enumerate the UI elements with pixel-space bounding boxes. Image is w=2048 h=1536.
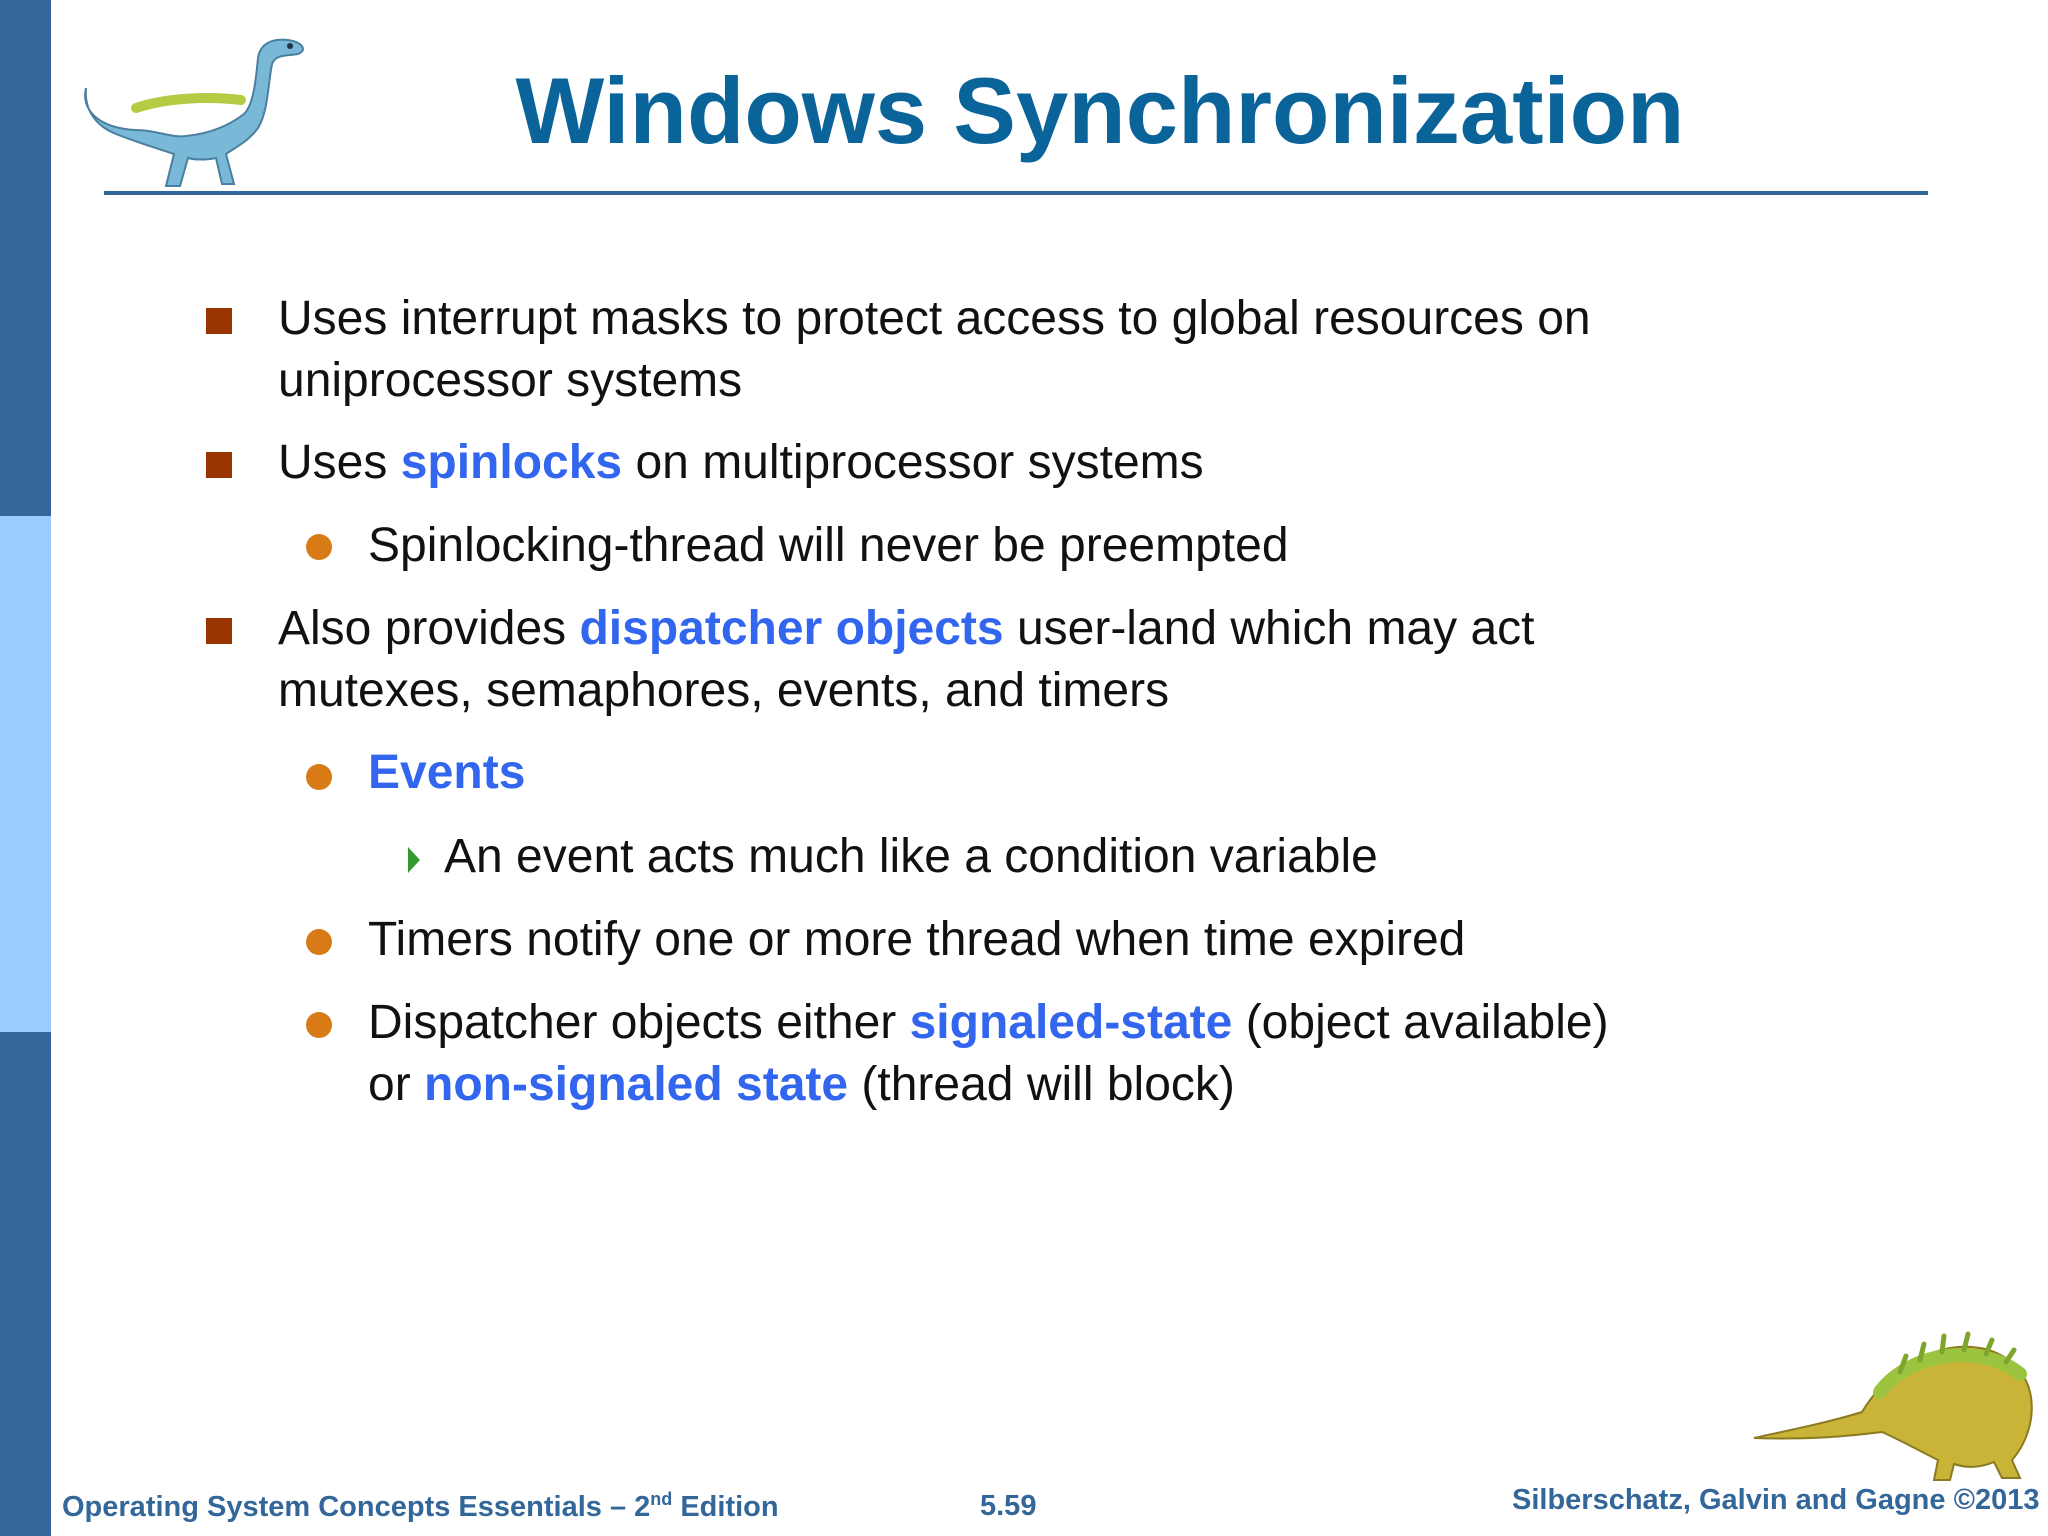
footer-book-text: Operating System Concepts Essentials – 2 [62, 1491, 651, 1523]
side-bar-top [0, 0, 51, 516]
highlight-spinlocks: spinlocks [400, 436, 623, 489]
bullet-text: Also provides [278, 602, 580, 655]
footer-book-title [62, 1491, 779, 1524]
bullet-dispatcher-objects [278, 598, 1535, 722]
title-underline [104, 191, 1928, 195]
circle-bullet-icon [306, 929, 332, 955]
footer-copyright: Silberschatz, Galvin and Gagne ©2013 [1512, 1484, 2040, 1516]
bullet-text: Dispatcher objects either [368, 996, 910, 1049]
bullet-events: Events [368, 746, 526, 799]
bullet-spinlocking-thread: Spinlocking-thread will never be preempted [368, 519, 1289, 572]
bullet-text: (thread will block) [848, 1058, 1235, 1111]
bullet-spinlocks [278, 432, 1204, 494]
footer-edition-text: Edition [672, 1491, 779, 1523]
bullet-text: or [368, 1058, 425, 1111]
triangle-bullet-icon [408, 847, 420, 873]
side-bar-bottom [0, 1032, 51, 1536]
bullet-interrupt-masks [278, 288, 1591, 412]
highlight-signaled-state: signaled-state [909, 996, 1233, 1049]
bullet-text: (object available) [1232, 996, 1609, 1049]
circle-bullet-icon [306, 534, 332, 560]
bullet-timers: Timers notify one or more thread when time expired [368, 913, 1466, 966]
footer-superscript: nd [650, 1489, 673, 1509]
side-bar-middle [0, 516, 51, 1032]
bullet-text-line: Uses interrupt masks to protect access to global resources on [278, 292, 1591, 345]
square-bullet-icon [206, 618, 232, 644]
dinosaur-logo-top [76, 18, 316, 190]
bullet-text: on multiprocessor systems [622, 436, 1204, 489]
bullet-dispatcher-states [368, 992, 1609, 1116]
bullet-text: user-land which may act [1003, 602, 1535, 655]
dinosaur-logo-bottom [1750, 1312, 2040, 1482]
square-bullet-icon [206, 452, 232, 478]
bullet-text: Uses [278, 436, 401, 489]
highlight-non-signaled-state: non-signaled state [424, 1058, 849, 1111]
circle-bullet-icon [306, 764, 332, 790]
page-number: 5.59 [980, 1490, 1037, 1522]
circle-bullet-icon [306, 1012, 332, 1038]
square-bullet-icon [206, 308, 232, 334]
highlight-dispatcher-objects: dispatcher objects [579, 602, 1004, 655]
bullet-event-condition-variable: An event acts much like a condition variable [444, 830, 1378, 883]
bullet-text-line: mutexes, semaphores, events, and timers [278, 664, 1170, 717]
bullet-text-line: uniprocessor systems [278, 354, 743, 407]
slide-title: Windows Synchronization [515, 58, 1685, 163]
